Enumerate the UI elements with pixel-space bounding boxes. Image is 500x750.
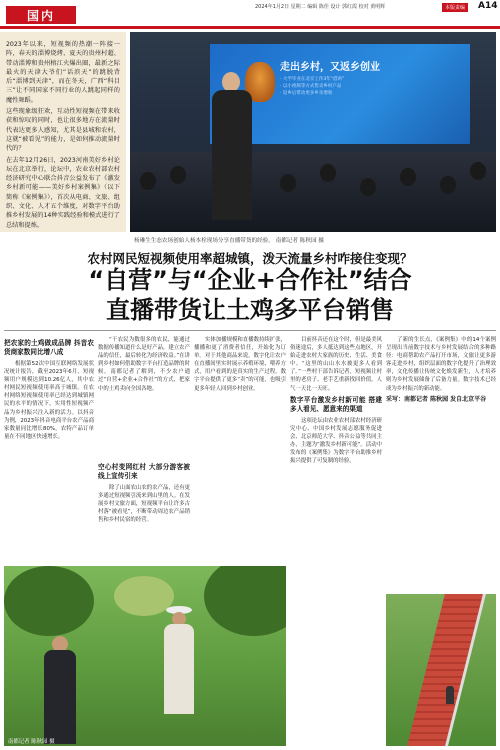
column-text: 实体加播规模和直播数持续扩张，播播和更了消费者信任，开始化为订单。对于其他商品来说，数字化让农户在直播间里实时展示养殖环境、喂养方式，用户看到的是真实的生产过程。数字平台提供了更多“卖”的可能，也吸引更多年轻人回到乡村创业。 <box>194 337 286 392</box>
column-text: 了新的生长点，《案例集》中的14个案例呈现出当前数字技术与乡村发展结合的多种路径：电商帮助农产品打开市场，文旅让更多游客走进乡村，组织层面的数字化提升了治理效率，文化传播让传统文化焕发新生，人才培养则为乡村发展储备了后备力量。数字技术已经成为乡村振兴的新动能。 <box>386 337 496 392</box>
column-subhead: 数字平台激发乡村新可能 搭建多人看见、愿意来的渠道 <box>290 395 382 413</box>
tree <box>204 566 286 636</box>
visitor <box>446 686 454 704</box>
stairs-photo <box>386 594 496 746</box>
villager <box>162 606 196 716</box>
screen-bullet: · 返乡后带动更多乡亲增收 <box>280 91 333 96</box>
article-column-1 <box>4 336 94 558</box>
column-text: 这项论坛由农业农村部农村经济研究中心、中国乡村发展志愿服务促进会、北京师范大学、抖音公益等共同主办，主题为“激发乡村新可能”。活动中发布的《案例集》为数字平台助推乡村振兴提供了可复制的经验。 <box>290 417 382 465</box>
article-column-2 <box>98 336 190 456</box>
audience-member <box>470 162 486 180</box>
audience-member <box>280 174 296 192</box>
article-column-4 <box>290 336 382 748</box>
audience-member <box>400 168 416 186</box>
screen-bullet: · 大学毕业在北京工作3年“借鸡” <box>280 77 345 82</box>
intro-paragraph: 这些现象级狂欢，互动性短视频在带来收获和惊叹的同时，也让很多地方在流量时代表达更多人感知，尤其是县城和农村，这就“被看见”的能力，是如何推动流量时代的？ <box>6 108 120 153</box>
date-line: 2024年1月2日 星期二 编辑 陈佳 设计 郭红霞 校对 黄明辉 <box>255 4 386 10</box>
masthead <box>0 0 500 28</box>
headline-kicker: 农村网民短视频使用率超城镇，泼天流量乡村咋接住变现？ <box>87 251 413 266</box>
headline-line-1: “自营”与“企业+合作社”结合 <box>88 266 412 294</box>
screen-bullets <box>280 76 344 97</box>
audience-member <box>140 172 156 190</box>
column-subhead: 把农家的土鸡做成品牌 抖音农货商家数同比增八成 <box>4 339 94 356</box>
audience <box>130 152 496 232</box>
audience-member <box>440 176 456 194</box>
column-subhead: 空心村变网红村 大部分游客被线上宣传引来 <box>98 463 190 480</box>
byline: 采写：南都记者 陈秋园 发自北京平谷 <box>386 395 487 403</box>
headline-line-2: 直播带货让土鸡多平台销售 <box>106 296 394 324</box>
article-column-3 <box>194 336 286 558</box>
main-photo-caption: 杨琳生生态农场创始人杨本栓现场分享直播带货的经验。 南都记者 陈秋园 摄 <box>134 238 324 244</box>
speaker <box>208 72 258 222</box>
tree <box>4 566 94 636</box>
screen-title: 走出乡村，又返乡创业 <box>280 62 380 73</box>
editor-tag: 本版责编 <box>442 3 468 12</box>
section-tag: 国内 <box>6 6 76 24</box>
intro-paragraph: 在去年12月26日，2023河南美好乡村论坛在北京举行，论坛中，农业农村部农村经济研究中心联合抖音公益发布了《激发乡村新可能——美好乡村案例集》（以下简称《案例集》），首次从电商、文旅、组织、文化、人才五个维度，对数字平台助推乡村发展的14种实践经验和模式进行了总结和提炼。 <box>6 156 120 229</box>
audience-member <box>170 166 186 184</box>
column-text: 根据第52次中国互联网络发展状况统计报告，截至2023年6月，短视频用户规模达到10.26亿人，其中农村网民短视频使用率高于城镇。在农村网络短视频使用率已经达到城镇网民的水平的情况下，实用性短视频产品为乡村振兴注入新的活力。以抖音为例，2023年抖音电商平台农产品商家数量同比增长80%，农特产品订单量在不同地区快速增长。 <box>4 361 94 440</box>
page-number: A14 <box>478 1 498 11</box>
masthead-rule <box>0 26 500 29</box>
audience-member <box>320 164 336 182</box>
article-column-5 <box>386 336 496 586</box>
intro-paragraph: 2023年以来，短视频的热潮一阵接一阵，春天的淄博烧烤、夏天的贵州村超、带动淄博和贵州榕江火爆出圈，最新之际最火的天津大爷们“话滨天”的跳脱背后“淄博到天津”，而在冬天，广西“科目三”让不同国家不同行业的人跳起同样的魔性舞蹈。 <box>6 41 120 104</box>
village-photo <box>4 566 286 746</box>
column-text: 目前抖音还在这个时，但是最美风俗迷途后，多人抵达到这些点地区，开始走进农村大家族的历史、生活、美食中。“这里的山山水水被更多人看到了。”一些村干部告诉记者，短视频让村里的老房子、老手艺重新找回价值，人气一天比一天旺。 <box>290 337 382 392</box>
audience-member <box>360 178 376 196</box>
headline-rule <box>4 330 496 331</box>
main-photo <box>130 32 496 232</box>
intro-box <box>0 32 126 232</box>
village-photo-caption: 南都记者 陈秋园 摄 <box>8 739 55 745</box>
screen-bullet: · 以小视频等方式售卖乡村产品 <box>280 84 342 89</box>
column-text: 除了山面农山农的农产品，还有更多通过短视频引流来到山里的人。在发展乡村文旅方面，短视频平台让许多古村落“被看见”，不断带动周边农产品销售和乡村民宿的经营。 <box>98 485 190 524</box>
article-column-2-lower <box>98 460 190 560</box>
villager <box>42 636 78 744</box>
red-stairway <box>407 594 485 746</box>
column-text: “干农民为数很多的农民，能通过数据传播知道什么是好产品，建立农产品的信任，最后转化为经济收益。”在讲到乡村如何借助数字平台打造品牌的时候，南都记者了解到，不少农户通过“自营+企业+合作社”的方式，把家中的土鸡卖向全国各地。 <box>98 337 190 392</box>
